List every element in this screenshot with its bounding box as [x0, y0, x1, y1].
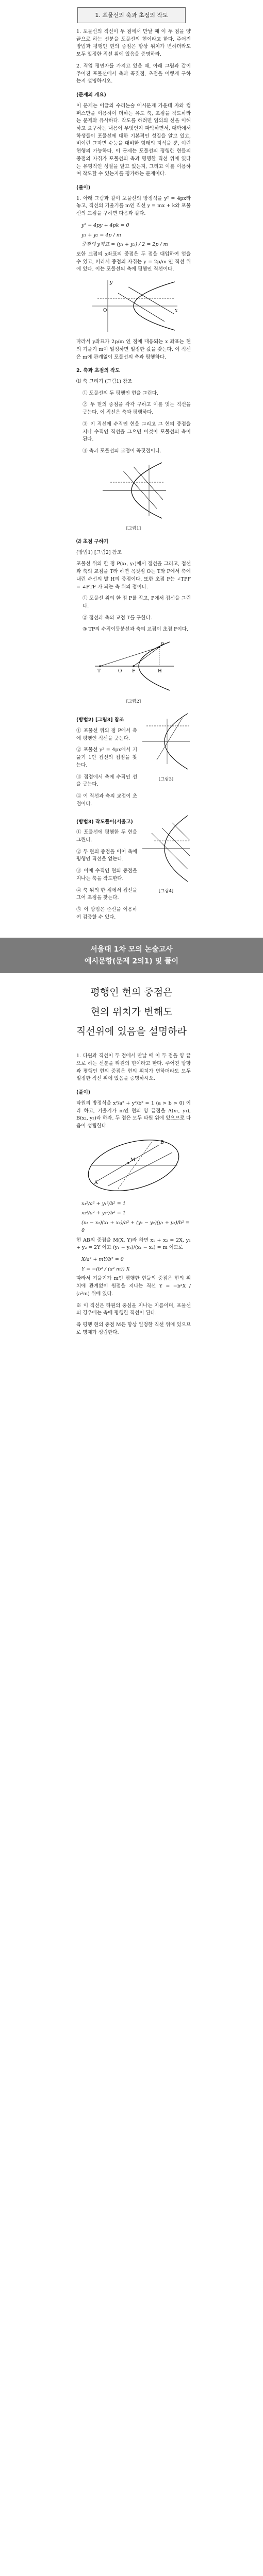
banner-line-1: 서울대 1차 모의 논술고사	[90, 945, 173, 954]
figure-2-caption: [그림2]	[126, 699, 141, 705]
axis-step: ④ 축과 포물선의 교점이 꼭짓점이다.	[83, 448, 162, 454]
fig-label-y: y	[110, 280, 113, 286]
equation: x₂²/a² + y₂²/b² = 1	[81, 1210, 126, 1216]
fig-label-b: B	[160, 1140, 164, 1145]
fig-label-h: H	[158, 669, 162, 674]
problem-heading-line-3: 직선위에 있음을 설명하라	[76, 1026, 187, 1038]
figure-4	[141, 812, 191, 885]
problem-text: 1. 타원과 직선이 두 점에서 만날 때 이 두 점을 양 끝으로 하는 선분을 타원의 현이라고 한다. 주어진 방향과 평행인 현의 중점은 현의 위치가 변하더라도 모두 일정한 직선 위에 있음을 증명하시오.	[76, 1053, 191, 1082]
fig-label-m: M	[130, 1157, 136, 1163]
fig-label-x: x	[175, 308, 178, 314]
equation: 중점의 y좌표 = (y₁ + y₂) / 2 = 2p / m	[81, 242, 168, 248]
method2-block	[76, 710, 191, 812]
section-title: 1. 포물선의 축과 초점의 작도	[77, 7, 186, 23]
axis-intro: ⑴ 축 그리기 (그림1) 참조	[76, 379, 133, 385]
exam-banner	[0, 938, 263, 973]
method3-step: ④ 축 위의 한 점에서 접선을 그어 초점을 찾는다.	[76, 887, 137, 901]
banner-line-2: 예시문항(문제 2의1) 및 풀이	[84, 957, 179, 965]
fig-label-a: A	[94, 1180, 98, 1185]
final-text: 즉 평행 현의 중점 M은 항상 일정한 직선 위에 있으므로 명제가 성립한다.	[76, 1322, 191, 1335]
method2-step: ② 포물선 y² = 4px에서 기울기 1인 접선의 접점을 찾는다.	[76, 747, 137, 768]
axis-step: ① 포물선의 두 평행인 현을 그린다.	[83, 390, 158, 396]
figure-2-focus	[92, 638, 175, 694]
method3-step: ③ 이에 수직인 현의 중점을 지나는 축을 작도한다.	[76, 868, 137, 882]
focus-step: ② 접선과 축의 교점 T를 구한다.	[83, 615, 152, 621]
fig-label-o2: O	[118, 669, 122, 674]
equation: X/a² + mY/b² = 0	[81, 1256, 124, 1262]
problem-heading-line-2: 현의 위치가 변해도	[90, 1006, 173, 1018]
figure-4-caption: [그림4]	[158, 889, 174, 894]
method2-step: ③ 접점에서 축에 수직인 선을 긋는다.	[76, 774, 137, 788]
method3-step: ② 두 현의 중점을 이어 축에 평행인 직선을 얻는다.	[76, 849, 137, 862]
parabola-chords-figure	[87, 278, 180, 334]
focus-text: 포물선 위의 한 점 P(x₁, y₁)에서 접선을 그리고, 접선과 축의 교점을 T라 하면 꼭짓점 O는 T와 P에서 축에 내린 수선의 발 H의 중점이다. 또한 초점 F는 ∠TPF = ∠PTF 가 되는 축 위의 점이다.	[76, 561, 191, 590]
focus-step: ① 포물선 위의 한 점 P를 잡고, P에서 접선을 그린다.	[83, 596, 191, 609]
intro-paragraph-2: 2. 직업 평면자를 가지고 있을 때, 아래 그림과 같이 주어진 포물선에서 축과 꼭짓점, 초점을 어떻게 구하는지 설명하시오.	[76, 63, 191, 84]
solution-text-1c: 따라서 y좌표가 2p/m 인 점에 대응되는 x 좌표는 현의 기울기 m이 일정하면 일정한 값을 갖는다. 이 직선은 m에 관계없이 포물선의 축과 평행하다.	[76, 339, 191, 360]
equation: x₁²/a² + y₁²/b² = 1	[81, 1200, 126, 1207]
equation: Y = −(b² / (a² m)) X	[81, 1266, 130, 1272]
axis-step: ② 두 현의 중점을 각각 구하고 이를 잇는 직선을 긋는다. 이 직선은 축과 평행하다.	[83, 402, 191, 416]
intro-paragraph-1: 1. 포물선의 직선이 두 점에서 만날 때 이 두 점을 양 끝으로 하는 선분을 포물선의 현이라고 한다. 주어진 방법과 평행인 현의 중점은 항상 위치가 변하더라도 모두 일정한 직선 위에 있음을 증명하라.	[76, 29, 191, 58]
method3-step: ⑤ 이 방법은 준선을 이용하여 검증할 수 있다.	[76, 906, 137, 920]
discussion-label: (문제의 개요)	[76, 92, 106, 98]
fig-label-t: T	[97, 669, 101, 674]
part2-solution-label: (풀이)	[76, 1090, 91, 1096]
figure-3-caption: [그림3]	[158, 777, 174, 783]
axis-label: 2. 축과 초점의 작도	[76, 368, 120, 374]
midpoint-text: 현 AB의 중점을 M(X, Y)라 하면 x₁ + x₂ = 2X, y₁ + y₂ = 2Y 이고 (y₁ − y₂)/(x₁ − x₂) = m 이므로	[76, 1237, 191, 1251]
solution-label: (풀이)	[76, 184, 91, 191]
figure-3	[141, 710, 191, 772]
focus-label: ⑵ 초점 구하기	[76, 538, 108, 545]
fig-label-o: O	[103, 308, 107, 314]
problem-heading-line-1: 평행인 현의 중점은	[90, 987, 173, 998]
axis-step: ③ 이 직선에 수직인 현을 그리고 그 현의 중점을 지나 수직인 직선을 그으면 이것이 포물선의 축이 된다.	[83, 421, 191, 443]
discussion-text: 이 문제는 이글의 수리논술 예시문제 가운데 자와 컴퍼스만을 이용하여 더하는 유도 축, 초점을 작도하라는 문제와 유사하다. 작도를 하려면 임의의 선을 이해하고 요구하는 내용이 무엇인지 파악하면서, 대학에서 학생들이 포물선에 대한 기본적인 성질을 알고 있고, 비이런 그자면 수능을 대비한 형태의 지식을 뿐, 이런 현행의 가능하다. 이 문제는 포물선의 평행한 현들의 중점의 자취가 포물선의 축과 평행한 직선 위에 있다는 유형적인 성질을 알고 있는지, 그리고 이를 이용하여 작도할 수 있는지를 평가하는 문제이다.	[76, 103, 191, 177]
solution-text-1: 1. 아래 그림과 같이 포물선의 방정식을 y² = 4px라 놓고, 직선의 기울기를 m인 직선 y = mx + k와 포물선의 교점을 구하면 다음과 같다.	[76, 195, 191, 217]
figure-1-axis	[100, 460, 167, 521]
problem-heading	[0, 982, 263, 1041]
method2-step: ④ 이 직선과 축의 교점이 초점이다.	[76, 793, 137, 807]
focus-step: ③ TP의 수직이등분선과 축의 교점이 초점 F이다.	[83, 626, 188, 633]
conclusion-text: 따라서 기울기가 m인 평행한 현들의 중점은 현의 위치에 관계없이 원점을 지나는 직선 Y = −b²X / (a²m) 위에 있다.	[76, 1276, 191, 1297]
method3-label: (방법3) 작도풀이(서울고)	[76, 819, 133, 825]
method3-step: ① 포물선에 평행한 두 현을 그린다.	[76, 829, 137, 843]
part2-solution-text: 타원의 방정식을 x²/a² + y²/b² = 1 (a > b > 0) 이라 하고, 기울기가 m인 현의 양 끝점을 A(x₁, y₁), B(x₂, y₂)라 하자. 두 점은 모두 타원 위에 있으므로 다음이 성립한다.	[76, 1100, 191, 1129]
equation: y² − 4py + 4pk = 0	[81, 222, 129, 228]
focus-intro: (방법1) [그림2] 참조	[76, 549, 122, 555]
equation: y₁ + y₂ = 4p / m	[81, 232, 121, 238]
method2-label: (방법2) [그림3] 참조	[76, 717, 124, 723]
method3-block	[76, 812, 191, 926]
solution-text-1b: 또한 교점의 x좌표의 중점은 두 점을 대입하여 얻을 수 있고, 따라서 중점의 자취는 y = 2p/m 인 직선 위에 있다. 이는 포물선의 축에 평행인 직선이다.	[76, 251, 191, 273]
fig-label-f: F	[132, 669, 136, 674]
figure-1-caption: [그림1]	[126, 526, 141, 531]
part1	[0, 28, 263, 925]
ellipse-chords-figure	[82, 1134, 185, 1196]
note-text: ※ 이 직선은 타원의 중심을 지나는 지름이며, 포물선의 경우에는 축에 평행한 직선이 된다.	[76, 1302, 191, 1316]
fig-label-p: P	[161, 642, 165, 648]
equation: (x₁ − x₂)(x₁ + x₂)/a² + (y₁ − y₂)(y₁ + y₂)/b² = 0	[81, 1220, 190, 1233]
part2	[0, 1053, 263, 1336]
method2-step: ① 포물선 위의 점 P에서 축에 평행인 직선을 긋는다.	[76, 728, 137, 741]
